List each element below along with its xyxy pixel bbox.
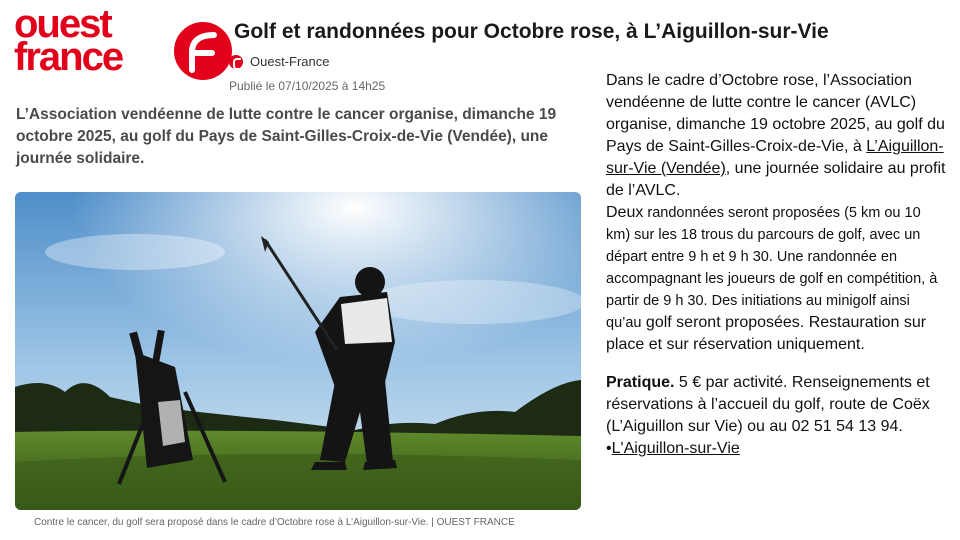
paragraph-2-rest: golf seront proposées. Restauration sur place et sur réservation uniquement. — [606, 314, 927, 353]
article-title: Golf et randonnées pour Octobre rose, à L’Aiguillon-sur-Vie — [234, 20, 829, 43]
logo-wordmark — [14, 2, 123, 79]
practical-label: Pratique. — [606, 374, 675, 391]
source-logo-icon — [229, 55, 243, 69]
paragraph-2-lead: Deux — [606, 204, 644, 221]
ouest-france-logo[interactable] — [14, 2, 224, 79]
paragraph-2 — [606, 202, 946, 356]
photo-caption: Contre le cancer, du golf sera proposé dans le cadre d’Octobre rose à L’Aiguillon-sur-Vie. | OUEST FRANCE — [34, 517, 515, 528]
article-photo[interactable] — [15, 192, 581, 510]
article-body — [606, 70, 946, 460]
practical-info — [606, 372, 946, 438]
source-name: Ouest-France — [250, 54, 330, 69]
logo-mark-icon — [174, 22, 232, 80]
paragraph-1-text: Dans le cadre d’Octobre rose, l’Association vendéenne de lutte contre le cancer (AVLC) organise, dimanche 19 octobre 2025, au golf du Pays de Saint-Gilles-Croix-de-Vie, à — [606, 72, 945, 155]
article-lead: L’Association vendéenne de lutte contre le cancer organise, dimanche 19 octobre 2025, au golf du Pays de Saint-Gilles-Croix-de-Vie (Vendée), une journée solidaire. — [16, 106, 557, 167]
logo-line-2: france — [14, 35, 123, 79]
paragraph-2-small: randonnées seront proposées (5 km ou 10 km) sur les 18 trous du parcours de golf, avec un départ entre 9 h et 9 h 30. Une randonnée en accompagnant les joueurs de golf en compétition, à partir de 9 h 30. Des initiations au minigolf ainsi qu’au — [606, 205, 938, 331]
tag-line — [606, 438, 946, 460]
tag-link[interactable]: L'Aiguillon-sur-Vie — [611, 440, 740, 457]
publish-date: Publié le 07/10/2025 à 14h25 — [229, 79, 386, 93]
practical-text: 5 € par activité. Renseignements et réservations à l’accueil du golf, route de Coëx (L’Aiguillon sur Vie) ou au 02 51 54 13 94. — [606, 374, 930, 435]
paragraph-1 — [606, 70, 946, 202]
paragraph-1-end: , une journée solidaire au profit de l’AVLC. — [606, 160, 946, 199]
logo-line-1: ouest — [14, 2, 111, 46]
aiguillon-link[interactable]: L’Aiguillon-sur-Vie (Vendée) — [606, 138, 944, 177]
tag-bullet: • — [606, 440, 612, 457]
article-source[interactable] — [229, 54, 329, 69]
